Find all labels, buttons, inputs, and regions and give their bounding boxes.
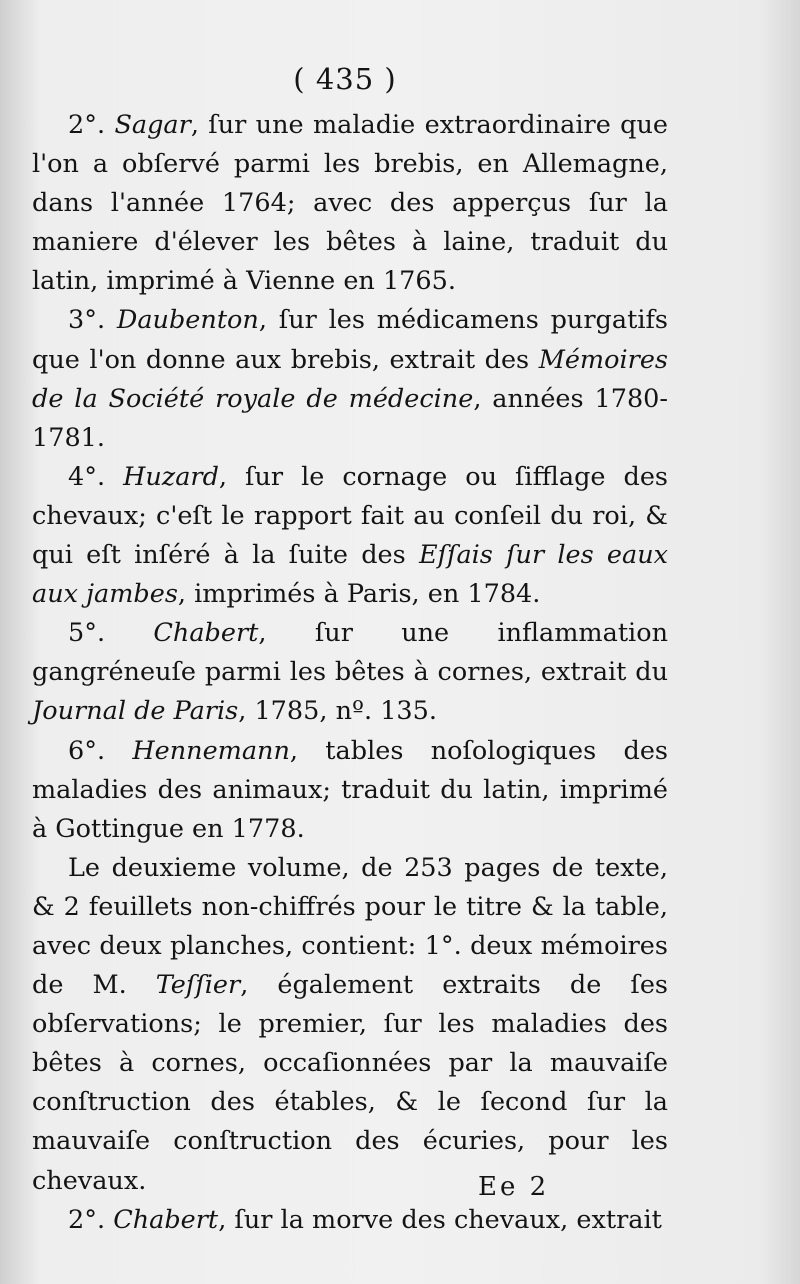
italic-run: Sagar bbox=[114, 110, 191, 140]
paragraph bbox=[32, 458, 668, 614]
paragraph bbox=[32, 301, 668, 457]
text-run: 4°. bbox=[68, 461, 124, 492]
italic-run: Chabert bbox=[113, 1204, 219, 1235]
text-run: 2°. bbox=[68, 110, 115, 140]
italic-run: Chabert bbox=[153, 618, 259, 649]
paragraph bbox=[32, 849, 668, 1201]
text-run: 6°. bbox=[68, 735, 133, 766]
text-run: , années 1780-1781. bbox=[32, 383, 669, 453]
paragraph bbox=[32, 732, 668, 849]
text-run: , ſur les médicamens purgatifs que l'on donne aux brebis, extrait des bbox=[32, 305, 668, 375]
text-run: 2°. bbox=[68, 1204, 114, 1235]
text-run: 5°. bbox=[68, 618, 154, 649]
text-run: , 1785, nº. 135. bbox=[238, 696, 437, 727]
text-run: , également extraits de ſes obſervations; le premier, ſur les maladies des bêtes à cornes, occaſionnées par la mauvaiſe conſtruction des étables, & le ſecond ſur la mauvaiſe conſtruction des écuries, pour les chevaux. bbox=[32, 970, 669, 1196]
text-run: , tables noſologiques des maladies des animaux; traduit du latin, imprimé à Gottingue en 1778. bbox=[32, 735, 668, 844]
paragraph bbox=[32, 614, 668, 731]
text-run: , ſur le cornage ou ſifflage des chevaux; c'eſt le rapport fait au conſeil du roi, & qui eſt inſéré à la ſuite des bbox=[32, 461, 668, 571]
text-run: 3°. bbox=[68, 305, 117, 336]
italic-run: Daubenton bbox=[116, 305, 259, 336]
italic-run: Hennemann bbox=[132, 735, 290, 766]
page-number: ( 435 ) bbox=[293, 62, 397, 96]
italic-run: Huzard bbox=[123, 461, 219, 492]
italic-run: Mémoires de la Société royale de médecine bbox=[32, 344, 668, 414]
text-run: Le deuxieme volume, de 253 pages de texte, & 2 feuillets non-chiffrés pour le titre & la table, avec deux planches, contient: 1°. deux mémoires de M. bbox=[32, 852, 668, 1001]
italic-run: Eſſais ſur les eaux aux jambes bbox=[32, 540, 668, 610]
signature-mark: Ee 2 bbox=[478, 1172, 550, 1202]
text-run: , imprimés à Paris, en 1784. bbox=[177, 579, 541, 610]
italic-run: Teſſier bbox=[155, 970, 241, 1001]
paragraph bbox=[32, 106, 668, 301]
italic-run: Journal de Paris bbox=[32, 696, 239, 727]
paragraph bbox=[32, 1201, 668, 1240]
text-run: , ſur une inflammation gangréneuſe parmi les bêtes à cornes, extrait du bbox=[32, 618, 668, 688]
text-run: , ſur une maladie extraordinaire que l'on a obſervé parmi les brebis, en Allemagne, dans l'année 1764; avec des apperçus ſur la maniere d'élever les bêtes à laine, traduit du latin, imprimé à Vienne en 1765. bbox=[32, 110, 669, 297]
body-text bbox=[32, 106, 668, 1240]
text-run: , ſur la morve des chevaux, extrait bbox=[218, 1204, 662, 1235]
